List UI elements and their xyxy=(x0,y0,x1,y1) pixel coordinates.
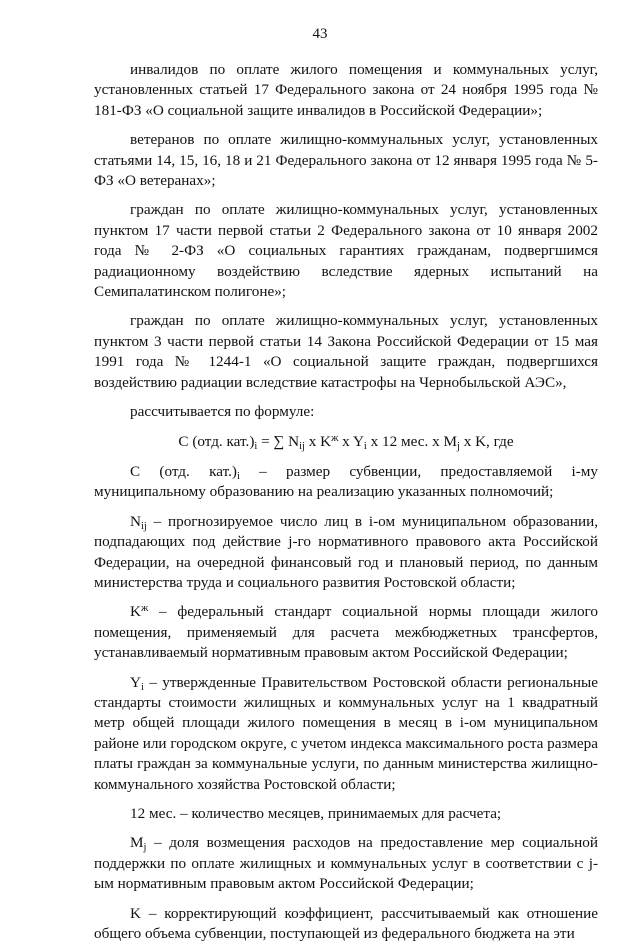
formula-months: x 12 мес. x M xyxy=(366,432,457,450)
definition-m-symbol: M xyxy=(130,834,144,852)
definition-kk-text: – корректирующий коэффициент, рассчитываемый как отношение общего объема субвенции, поступающей из федерального бюджета на эти xyxy=(94,904,598,943)
definition-k xyxy=(94,602,598,663)
formula-k: x K xyxy=(304,432,332,450)
formula-y: x Y xyxy=(338,432,364,450)
definition-m-text: – доля возмещения расходов на предоставление мер социальной поддержки по оплате жилищных и коммунальных услуг в соответствии с j-ым нормативным правовым актом Российской Федерации; xyxy=(94,834,598,893)
paragraph-disabled-persons: инвалидов по оплате жилого помещения и коммунальных услуг, установленных статьей 17 Федерального закона от 24 ноября 1995 года № 181-ФЗ «О социальной защите инвалидов в Российской Федерации»; xyxy=(94,61,598,119)
definition-m-sub: j xyxy=(143,842,147,854)
subsidy-formula xyxy=(94,432,598,452)
definition-kk-symbol: K xyxy=(130,904,141,922)
definition-c xyxy=(94,462,598,503)
formula-n-sub: ij xyxy=(299,440,305,452)
formula-k-sup: ж xyxy=(331,432,339,444)
page-number: 43 xyxy=(312,26,328,42)
formula-lhs-sub: i xyxy=(254,440,258,452)
document-body xyxy=(94,60,598,944)
definition-n-text: – прогнозируемое число лиц в i-ом муниципальном образовании, подпадающих под действие j-го нормативного правового акта Российской Федерации, на очередной финансовый год и плановый период, по данным министерства труда и социального развития Ростовской области; xyxy=(94,512,598,591)
definition-k-symbol: K xyxy=(130,603,141,621)
definition-n xyxy=(94,512,598,594)
paragraph-semipalatinsk: граждан по оплате жилищно-коммунальных услуг, установленных пунктом 17 части первой статьи 2 Федерального закона от 10 января 2002 года № 2-ФЗ «О социальных гарантиях гражданам, подвергшимся радиационному воздействию вследствие ядерных испытаний на Семипалатинском полигоне»; xyxy=(94,201,598,301)
definition-k-sup: ж xyxy=(140,603,149,615)
formula-sum: = ∑ N xyxy=(257,432,300,450)
definition-n-symbol: N xyxy=(130,512,141,530)
definition-y-sub: i xyxy=(140,681,144,693)
formula-m-sub: j xyxy=(456,440,460,452)
formula-tail: x K, где xyxy=(459,432,514,450)
definition-k-text: – федеральный стандарт социальной нормы площади жилого помещения, применяемый для расчета межбюджетных трансфертов, устанавливаемый нормативным правовым актом Российской Федерации; xyxy=(94,603,598,662)
definition-months: 12 мес. – количество месяцев, принимаемых для расчета; xyxy=(130,805,502,822)
paragraph-chernobyl: граждан по оплате жилищно-коммунальных услуг, установленных пунктом 3 части первой статьи 14 Закона Российской Федерации от 15 мая 1991 года № 1244-1 «О социальной защите граждан, подвергшихся воздействию радиации вследствие катастрофы на Чернобыльской АЭС», xyxy=(94,312,598,391)
definition-c-symbol: C (отд. кат.) xyxy=(130,462,237,480)
paragraph-veterans: ветеранов по оплате жилищно-коммунальных услуг, установленных статьями 14, 15, 16, 18 и 21 Федерального закона от 12 января 1995 года № 5-ФЗ «О ветеранах»; xyxy=(94,131,598,190)
definition-n-sub: ij xyxy=(140,520,147,532)
paragraph-formula-intro: рассчитывается по формуле: xyxy=(130,403,315,421)
definition-correction-k xyxy=(94,904,598,944)
definition-y-symbol: Y xyxy=(130,673,141,691)
definition-c-text: – размер субвенции, предоставляемой i-му муниципальному образованию на реализацию указанных полномочий; xyxy=(94,462,599,501)
definition-m xyxy=(94,833,598,894)
formula-y-sub: i xyxy=(363,440,367,452)
definition-c-sub: i xyxy=(236,470,240,482)
definition-y-text: – утвержденные Правительством Ростовской области региональные стандарты стоимости жилищных и коммунальных услуг на 1 квадратный метр общей площади жилого помещения в месяц в i-ом муниципальном районе или городском округе, с учетом индекса максимального роста размера платы граждан за коммунальные услуги, по данным министерства жилищно-коммунального хозяйства Ростовской области; xyxy=(94,673,598,793)
formula-lhs: C (отд. кат.) xyxy=(178,432,255,450)
definition-y xyxy=(94,673,598,795)
